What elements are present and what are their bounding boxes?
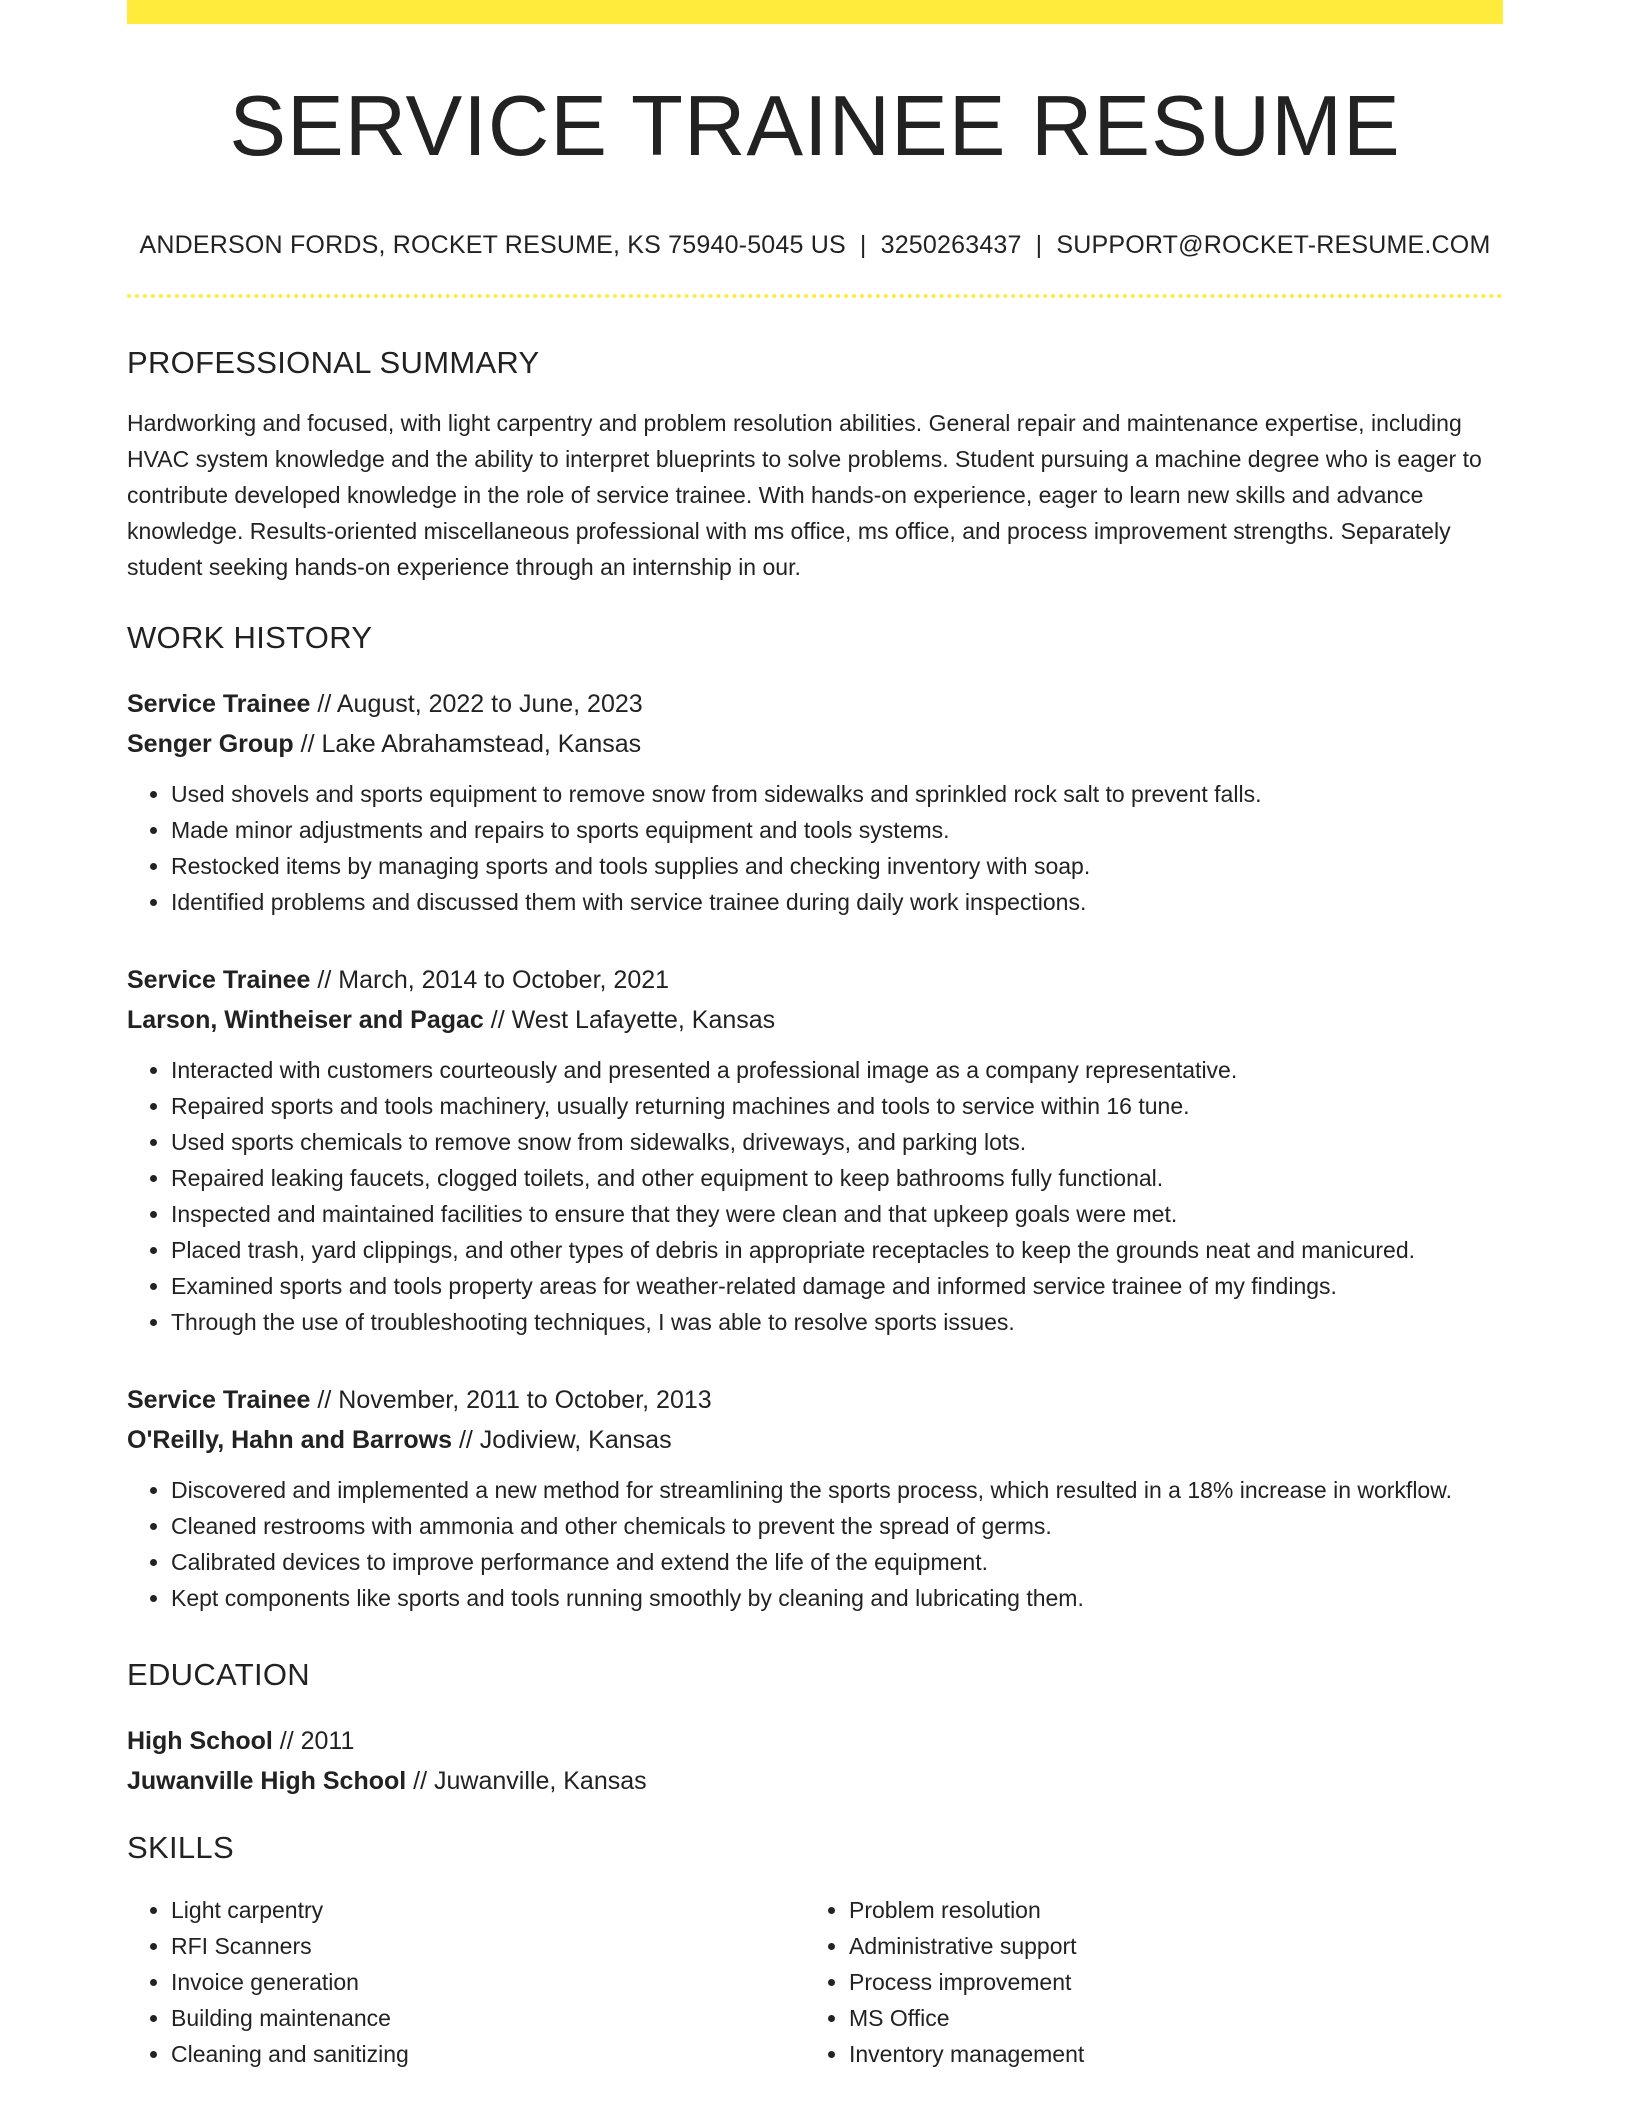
education-degree-line: High School // 2011 bbox=[127, 1727, 355, 1756]
job-location: Lake Abrahamstead, Kansas bbox=[321, 729, 642, 758]
list-item: • Repaired sports and tools machinery, usually returning machines and tools to service within 16 tune. bbox=[171, 1088, 1503, 1124]
skills-column-right bbox=[805, 1892, 1483, 2072]
resume-page bbox=[127, 0, 1503, 2072]
skill-item: • Administrative support bbox=[849, 1928, 1483, 1964]
list-item: • Examined sports and tools property areas for weather-related damage and informed service trainee of my findings. bbox=[171, 1268, 1503, 1304]
job-company: Senger Group bbox=[127, 729, 294, 758]
separator: | bbox=[1035, 230, 1043, 259]
job-company: O'Reilly, Hahn and Barrows bbox=[127, 1425, 452, 1454]
job-dates: November, 2011 to October, 2013 bbox=[338, 1385, 712, 1414]
education-school: Juwanville High School bbox=[127, 1767, 407, 1796]
education-entry bbox=[127, 1721, 1503, 1801]
resume-title: SERVICE TRAINEE RESUME bbox=[229, 79, 1401, 174]
job-title-line: Service Trainee // November, 2011 to October, 2013 bbox=[127, 1385, 712, 1414]
job-position: Service Trainee bbox=[127, 689, 311, 718]
job-dates: March, 2014 to October, 2021 bbox=[338, 965, 670, 994]
email: SUPPORT@ROCKET-RESUME.COM bbox=[1056, 230, 1491, 259]
education-school-line: Juwanville High School // Juwanville, Kansas bbox=[127, 1767, 647, 1796]
job-position: Service Trainee bbox=[127, 1385, 311, 1414]
education-heading: EDUCATION bbox=[127, 1656, 310, 1692]
accent-bar bbox=[127, 0, 1503, 24]
job-position: Service Trainee bbox=[127, 965, 311, 994]
skills-heading: SKILLS bbox=[127, 1830, 234, 1866]
skill-item: • MS Office bbox=[849, 2000, 1483, 2036]
list-item: • Used sports chemicals to remove snow from sidewalks, driveways, and parking lots. bbox=[171, 1124, 1503, 1160]
list-item: • Discovered and implemented a new method for streamlining the sports process, which resulted in a 18% increase in workflow. bbox=[171, 1472, 1503, 1508]
job-company-line: Larson, Wintheiser and Pagac // West Lafayette, Kansas bbox=[127, 1005, 776, 1034]
summary-text: Hardworking and focused, with light carpentry and problem resolution abilities. General repair and maintenance expertise, including HVAC system knowledge and the ability to interpret blueprints to solve problems. Student pursuing a machine degree who is eager to contribute developed knowledge in the role of service trainee. With hands-on experience, eager to learn new skills and advance knowledge. Results-oriented miscellaneous professional with ms office, ms office, and process improvement strengths. Separately student seeking hands-on experience through an internship in our. bbox=[127, 409, 1482, 580]
list-item: • Kept components like sports and tools running smoothly by cleaning and lubricating them. bbox=[171, 1580, 1503, 1616]
job-entry bbox=[127, 1380, 1503, 1616]
list-item: • Calibrated devices to improve performance and extend the life of the equipment. bbox=[171, 1544, 1503, 1580]
job-company-line: Senger Group // Lake Abrahamstead, Kansas bbox=[127, 729, 642, 758]
list-item: • Interacted with customers courteously and presented a professional image as a company representative. bbox=[171, 1052, 1503, 1088]
skill-item: • Light carpentry bbox=[171, 1892, 805, 1928]
skill-item: • Invoice generation bbox=[171, 1964, 805, 2000]
education-location: Juwanville, Kansas bbox=[434, 1767, 647, 1796]
job-dates: August, 2022 to June, 2023 bbox=[336, 689, 643, 718]
list-item: • Made minor adjustments and repairs to sports equipment and tools systems. bbox=[171, 812, 1503, 848]
contact-line bbox=[127, 230, 1503, 260]
job-company-line: O'Reilly, Hahn and Barrows // Jodiview, Kansas bbox=[127, 1425, 672, 1454]
skill-item: • Inventory management bbox=[849, 2036, 1483, 2072]
dotted-divider bbox=[127, 294, 1503, 298]
job-bullets bbox=[127, 1472, 1503, 1616]
skill-item: • Process improvement bbox=[849, 1964, 1483, 2000]
list-item: • Placed trash, yard clippings, and other types of debris in appropriate receptacles to keep the grounds neat and manicured. bbox=[171, 1232, 1503, 1268]
skill-item: • RFI Scanners bbox=[171, 1928, 805, 1964]
job-title-line: Service Trainee // August, 2022 to June, 2023 bbox=[127, 689, 643, 718]
job-bullets bbox=[127, 776, 1503, 920]
job-entry bbox=[127, 960, 1503, 1340]
education-degree: High School bbox=[127, 1727, 273, 1756]
list-item: • Identified problems and discussed them with service trainee during daily work inspections. bbox=[171, 884, 1503, 920]
address: ANDERSON FORDS, ROCKET RESUME, KS 75940-5045 US bbox=[139, 230, 846, 259]
skill-item: • Building maintenance bbox=[171, 2000, 805, 2036]
skills-grid bbox=[127, 1892, 1503, 2072]
education-year: 2011 bbox=[300, 1727, 355, 1756]
list-item: • Repaired leaking faucets, clogged toilets, and other equipment to keep bathrooms fully functional. bbox=[171, 1160, 1503, 1196]
skills-list bbox=[127, 1892, 805, 2072]
job-location: West Lafayette, Kansas bbox=[511, 1005, 776, 1034]
job-location: Jodiview, Kansas bbox=[479, 1425, 672, 1454]
skills-list bbox=[805, 1892, 1483, 2072]
skill-item: • Cleaning and sanitizing bbox=[171, 2036, 805, 2072]
list-item: • Used shovels and sports equipment to remove snow from sidewalks and sprinkled rock salt to prevent falls. bbox=[171, 776, 1503, 812]
job-bullets bbox=[127, 1052, 1503, 1340]
work-history-heading: WORK HISTORY bbox=[127, 619, 373, 655]
list-item: • Cleaned restrooms with ammonia and other chemicals to prevent the spread of germs. bbox=[171, 1508, 1503, 1544]
phone: 3250263437 bbox=[880, 230, 1022, 259]
job-title-line: Service Trainee // March, 2014 to October, 2021 bbox=[127, 965, 670, 994]
job-company: Larson, Wintheiser and Pagac bbox=[127, 1005, 484, 1034]
job-entry bbox=[127, 684, 1503, 920]
list-item: • Inspected and maintained facilities to ensure that they were clean and that upkeep goals were met. bbox=[171, 1196, 1503, 1232]
list-item: • Through the use of troubleshooting techniques, I was able to resolve sports issues. bbox=[171, 1304, 1503, 1340]
skills-column-left bbox=[127, 1892, 805, 2072]
separator: | bbox=[859, 230, 867, 259]
skill-item: • Problem resolution bbox=[849, 1892, 1483, 1928]
summary-heading: PROFESSIONAL SUMMARY bbox=[127, 344, 540, 380]
list-item: • Restocked items by managing sports and tools supplies and checking inventory with soap. bbox=[171, 848, 1503, 884]
